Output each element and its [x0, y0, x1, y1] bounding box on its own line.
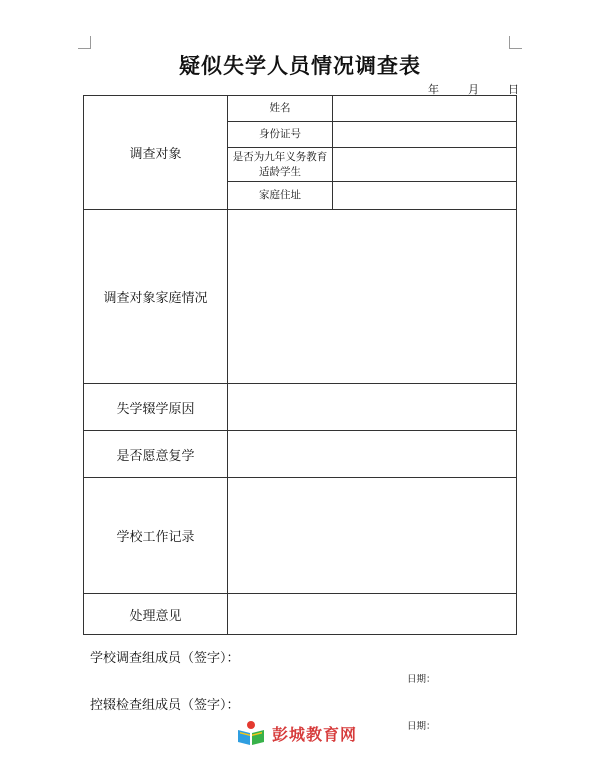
book-icon [236, 720, 266, 746]
date-day: 日 [508, 83, 519, 96]
row-label-dropout-reason: 失学辍学原因 [116, 401, 195, 417]
field-label-name: 姓名 [269, 102, 291, 115]
school-survey-signature-label: 学校调查组成员（签字）： [90, 651, 240, 666]
row-value-school-record[interactable] [228, 478, 516, 593]
field-value-name[interactable] [333, 96, 516, 121]
survey-form-table [83, 95, 517, 635]
row-label-willing-return: 是否愿意复学 [116, 448, 195, 464]
page-corner-mark-top-right [509, 36, 522, 49]
dropout-check-date-label: 日期： [407, 721, 436, 732]
row-value-family-situation[interactable] [228, 210, 516, 383]
dropout-check-signature-label: 控辍检查组成员（签字）： [90, 698, 240, 713]
school-survey-date-label: 日期： [407, 674, 436, 685]
row-label-handling-opinion: 处理意见 [129, 608, 182, 624]
field-value-address[interactable] [333, 182, 516, 209]
date-month: 月 [468, 83, 479, 96]
row-value-handling-opinion[interactable] [228, 594, 516, 634]
row-value-willing-return[interactable] [228, 431, 516, 477]
row-label-school-record: 学校工作记录 [116, 530, 195, 545]
page-corner-mark-top-left [78, 36, 91, 49]
field-label-address: 家庭住址 [259, 189, 301, 202]
subject-label: 调查对象 [129, 147, 182, 162]
logo-text: 彭城教育网 [272, 724, 358, 744]
field-value-compulsory-age[interactable] [333, 148, 516, 181]
field-label-id-number: 身份证号 [259, 128, 301, 141]
date-year: 年 [428, 83, 439, 96]
row-value-dropout-reason[interactable] [228, 384, 516, 430]
row-label-family-situation: 调查对象家庭情况 [103, 291, 208, 306]
site-logo [236, 720, 357, 746]
field-label-compulsory-age: 是否为九年义务教育适龄学生 [232, 151, 328, 178]
page-title: 疑似失学人员情况调查表 [179, 54, 421, 78]
field-value-id-number[interactable] [333, 122, 516, 147]
